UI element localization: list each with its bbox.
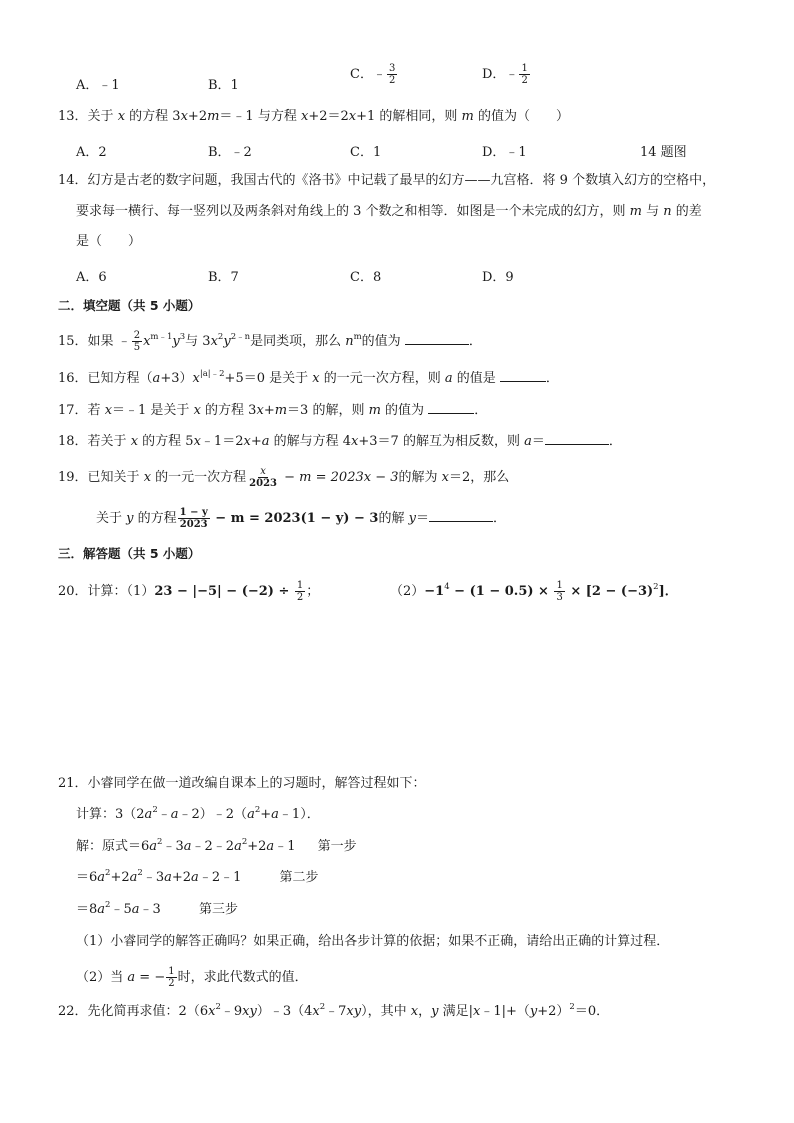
- q14-option-d: D．9: [482, 270, 514, 285]
- q13-option-b: B．﹣2: [208, 145, 252, 160]
- q14-option-a: A．6: [76, 270, 107, 285]
- question-21-line-1: 21．小睿同学在做一道改编自课本上的习题时，解答过程如下：: [58, 776, 426, 791]
- fraction: $\frac{x}{2023}$: [249, 466, 278, 489]
- fraction: $\frac{1 - y}{2023}$: [179, 507, 208, 530]
- fraction: $\frac{1}{2}$: [168, 966, 175, 989]
- figure-label: 14 题图: [640, 145, 687, 160]
- question-19-line-2: 关于 y 的方程 $\frac{1 - y}{2023}$ − m = 2023(1 − y) − 3的解 y＝ ．: [96, 507, 506, 530]
- answer-blank[interactable]: [428, 401, 474, 414]
- q14-option-b: B．7: [208, 270, 239, 285]
- q12-option-c: C．﹣ $\frac{3}{2}$: [350, 63, 396, 86]
- answer-blank[interactable]: [545, 432, 609, 445]
- question-21-part-1: （1）小睿同学的解答正确吗？如果正确，给出各步计算的依据；如果不正确，请给出正确的计算过程．: [76, 934, 670, 949]
- question-21-step-2: $=6a^2+2a^2﹣3a+2a﹣2﹣1$ 第二步: [76, 867, 319, 885]
- fraction: $\frac{1}{2}$: [521, 63, 528, 86]
- question-20: 20．计算：（1）23 − |−5| − (−2) ÷ $\frac{1}{2}$ ；: [58, 580, 320, 603]
- q12-option-b: B．1: [208, 78, 239, 93]
- section-heading-fill-in: 二．填空题（共 5 小题）: [58, 298, 201, 313]
- q14-option-c: C．8: [350, 270, 382, 285]
- question-18: 18．若关于 x 的方程 5x﹣1＝2x+a 的解与方程 4x+3＝7 的解互为相反数，则 a＝ ．: [58, 434, 622, 449]
- fraction: $\frac{1}{2}$: [296, 580, 304, 603]
- question-19-line-1: 19．已知关于 x 的一元一次方程 $\frac{x}{2023}$ − m = 2023x − 3的解为 x＝2，那么: [58, 466, 510, 489]
- question-14-line-3: 是（ ）: [76, 234, 142, 249]
- fraction: $\frac{2}{5}$: [133, 330, 141, 353]
- question-21-step-1: 解：原式$=6a^2﹣3a﹣2﹣2a^2+2a﹣1$ 第一步: [76, 836, 357, 854]
- section-heading-solve: 三．解答题（共 5 小题）: [58, 546, 201, 561]
- question-20-part-2: $(2)-1^4 - (1 - 0.5)$ × $\frac{1}{3}$ × $[2 - (-3)^2]$．: [390, 580, 678, 603]
- answer-blank[interactable]: [429, 509, 493, 522]
- question-15: 15．如果 ﹣ $\frac{2}{5}$ $x^{m﹣1}y^3$与 $3x^2y^{2﹣n}$是同类项，那么 $n^m$的值为 ．: [58, 330, 482, 353]
- fraction: $\frac{3}{2}$: [388, 63, 396, 86]
- q13-option-c: C．1: [350, 145, 382, 160]
- q13-option-d: D．﹣1: [482, 145, 527, 160]
- question-13: 13．关于 x 的方程 3x+2m＝﹣1 与方程 x+2＝2x+1 的解相同，则 m 的值为（ ）: [58, 109, 569, 124]
- question-14-line-2: 要求每一横行、每一竖列以及两条斜对角线上的 3 个数之和相等．如图是一个未完成的幻方，则 m 与 n 的差: [76, 204, 702, 219]
- answer-blank[interactable]: [500, 369, 546, 382]
- q12-option-d: D．﹣ $\frac{1}{2}$: [482, 63, 528, 86]
- answer-blank[interactable]: [405, 332, 469, 345]
- question-22: 22．先化简再求值：$2(6x^2﹣9xy)﹣3(4x^2﹣7xy)$，其中 x，y 满足$|x﹣1|+(y+2)^2=0$．: [58, 1001, 610, 1019]
- q12-option-a: A．﹣1: [76, 78, 120, 93]
- question-17: 17．若 x＝﹣1 是关于 x 的方程 3x+m＝3 的解，则 m 的值为 ．: [58, 403, 488, 418]
- fraction: $\frac{1}{3}$: [556, 580, 563, 603]
- question-21-calc: 计算：$3(2a^2﹣a﹣2)﹣2(a^2+a﹣1)$．: [76, 804, 320, 822]
- question-21-step-3: $=8a^2﹣5a﹣3$ 第三步: [76, 899, 238, 917]
- question-16: 16．已知方程$(a+3)x^{|a|﹣2}+5=0$ 是关于 x 的一元一次方程，则 a 的值是 ．: [58, 368, 559, 386]
- question-21-part-2: （2）当 a = − $\frac{1}{2}$ 时，求此代数式的值．: [76, 966, 308, 989]
- q13-option-a: A．2: [76, 145, 107, 160]
- question-14-line-1: 14．幻方是古老的数字问题，我国古代的《洛书》中记载了最早的幻方——九宫格．将 9 个数填入幻方的空格中，: [58, 173, 716, 188]
